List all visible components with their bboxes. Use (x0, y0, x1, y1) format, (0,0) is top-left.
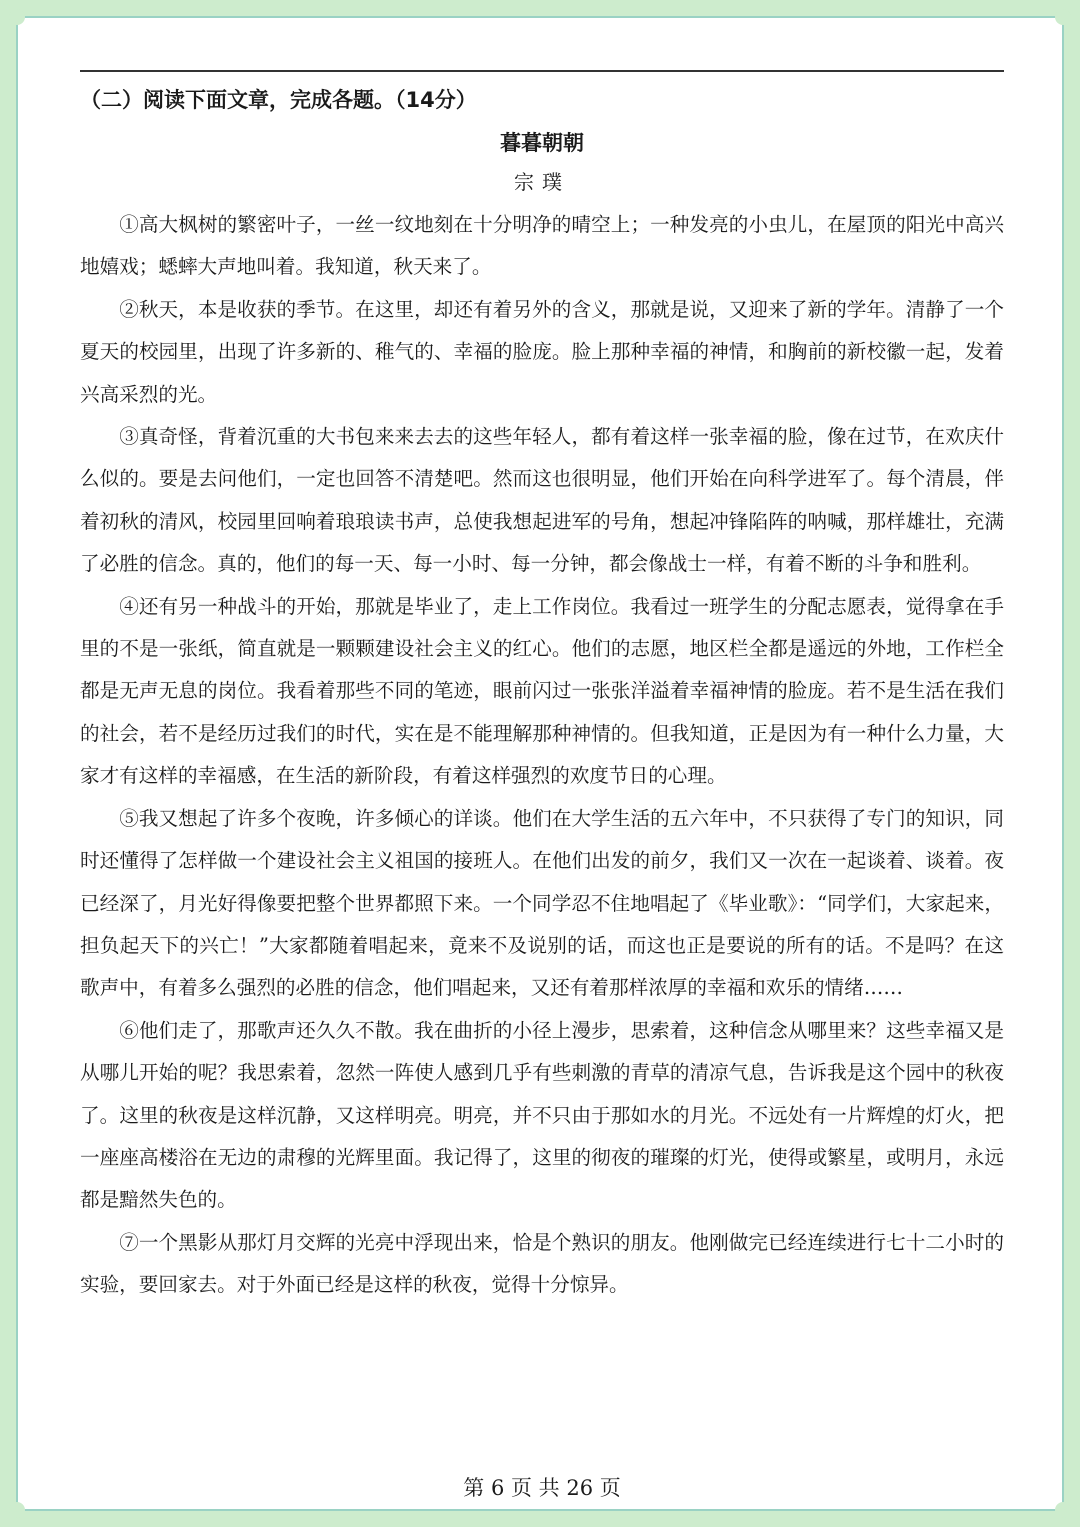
paragraph-1: ①高大枫树的繁密叶子，一丝一纹地刻在十分明净的晴空上；一种发亮的小虫儿，在屋顶的阳光中高兴地嬉戏；蟋蟀大声地叫着。我知道，秋天来了。 (80, 213, 1004, 279)
page-frame (16, 16, 1064, 1511)
paragraph-3: ③真奇怪，背着沉重的大书包来来去去的这些年轻人，都有着这样一张幸福的脸，像在过节，在欢庆什么似的。要是去问他们，一定也回答不清楚吧。然而这也很明显，他们开始在向科学进军了。每个清晨，伴着初秋的清风，校园里回响着琅琅读书声，总使我想起进军的号角，想起冲锋陷阵的呐喊，那样雄壮，充满了必胜的信念。真的，他们的每一天、每一小时、每一分钟，都会像战士一样，有着不断的斗争和胜利。 (80, 425, 1004, 576)
frame-corner-decoration (1055, 1502, 1071, 1518)
article-title: 暮暮朝朝 (500, 131, 584, 155)
article-author: 宗璞 (514, 170, 570, 194)
paragraph-7: ⑦一个黑影从那灯月交辉的光亮中浮现出来，恰是个熟识的朋友。他刚做完已经连续进行七十二小时的实验，要回家去。对于外面已经是这样的秋夜，觉得十分惊异。 (80, 1230, 1004, 1297)
paragraph-5: ⑤我又想起了许多个夜晚，许多倾心的详谈。他们在大学生活的五六年中，不只获得了专门的知识，同时还懂得了怎样做一个建设社会主义祖国的接班人。在他们出发的前夕，我们又一次在一起谈着、谈着。夜已经深了，月光好得像要把整个世界都照下来。一个同学忍不住地唱起了《毕业歌》：“同学们，大家起来，担负起天下的兴亡！”大家都随着唱起来，竟来不及说别的话，而这也正是要说的所有的话。不是吗？在这歌声中，有着多么强烈的必胜的信念，他们唱起来，又还有着那样浓厚的幸福和欢乐的情绪…… (80, 806, 1004, 1000)
frame-corner-decoration (9, 9, 25, 25)
section-heading: （二）阅读下面文章，完成各题。（14分） (80, 88, 477, 112)
page-number: 第 6 页 共 26 页 (463, 1476, 621, 1500)
paragraph-6: ⑥他们走了，那歌声还久久不散。我在曲折的小径上漫步，思索着，这种信念从哪里来？这些幸福又是从哪儿开始的呢？我思索着，忽然一阵使人感到几乎有些刺激的青草的清凉气息，告诉我是这个园中的秋夜了。这里的秋夜是这样沉静，又这样明亮。明亮，并不只由于那如水的月光。不远处有一片辉煌的灯火，把一座座高楼浴在无边的肃穆的光辉里面。我记得了，这里的彻夜的璀璨的灯光，使得或繁星，或明月，永远都是黯然失色的。 (80, 1018, 1004, 1212)
frame-corner-decoration (1055, 9, 1071, 25)
header-rule (80, 70, 1004, 72)
article-body (80, 84, 1004, 1307)
paragraph-2: ②秋天，本是收获的季节。在这里，却还有着另外的含义，那就是说，又迎来了新的学年。清静了一个夏天的校园里，出现了许多新的、稚气的、幸福的脸庞。脸上那种幸福的神情，和胸前的新校徽一起，发着兴高采烈的光。 (80, 297, 1004, 406)
frame-corner-decoration (9, 1502, 25, 1518)
paragraph-4: ④还有另一种战斗的开始，那就是毕业了，走上工作岗位。我看过一班学生的分配志愿表，觉得拿在手里的不是一张纸，简直就是一颗颗建设社会主义的红心。他们的志愿，地区栏全都是遥远的外地，工作栏全都是无声无息的岗位。我看着那些不同的笔迹，眼前闪过一张张洋溢着幸福神情的脸庞。若不是生活在我们的社会，若不是经历过我们的时代，实在是不能理解那种神情的。但我知道，正是因为有一种什么力量，大家才有这样的幸福感，在生活的新阶段，有着这样强烈的欢度节日的心理。 (80, 594, 1004, 788)
